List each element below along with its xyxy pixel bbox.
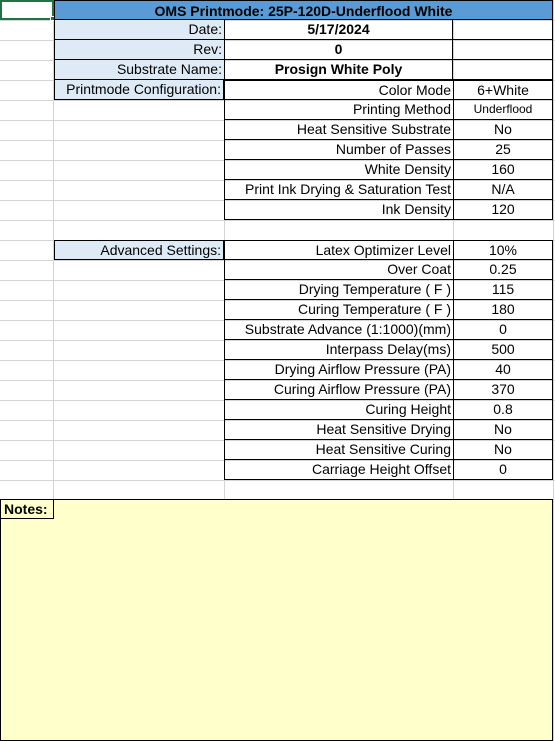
notes-label[interactable]: Notes: bbox=[0, 499, 54, 519]
setting-value[interactable]: 6+White bbox=[453, 80, 553, 100]
setting-label[interactable]: Interpass Delay(ms) bbox=[224, 340, 453, 360]
setting-value[interactable]: 0 bbox=[453, 320, 553, 340]
date-label[interactable]: Date: bbox=[54, 20, 224, 40]
substrate-label[interactable]: Substrate Name: bbox=[54, 60, 224, 80]
setting-value[interactable]: No bbox=[453, 420, 553, 440]
setting-label[interactable]: Curing Temperature ( F ) bbox=[224, 300, 453, 320]
setting-value[interactable]: No bbox=[453, 440, 553, 460]
setting-value[interactable]: 0.8 bbox=[453, 400, 553, 420]
setting-label[interactable]: Heat Sensitive Curing bbox=[224, 440, 453, 460]
rev-label[interactable]: Rev: bbox=[54, 40, 224, 60]
setting-label[interactable]: Drying Airflow Pressure (PA) bbox=[224, 360, 453, 380]
sheet-title[interactable]: OMS Printmode: 25P-120D-Underflood White bbox=[54, 0, 553, 20]
date-extra-cell[interactable] bbox=[453, 20, 553, 40]
setting-value[interactable]: 120 bbox=[453, 200, 553, 220]
setting-value[interactable]: 10% bbox=[453, 240, 553, 260]
setting-label[interactable]: Printing Method bbox=[224, 100, 453, 120]
setting-value[interactable]: 180 bbox=[453, 300, 553, 320]
setting-label[interactable]: Carriage Height Offset bbox=[224, 460, 453, 480]
substrate-extra-cell[interactable] bbox=[453, 60, 553, 80]
setting-label[interactable]: Color Mode bbox=[224, 80, 453, 100]
setting-value[interactable]: N/A bbox=[453, 180, 553, 200]
setting-label[interactable]: Curing Airflow Pressure (PA) bbox=[224, 380, 453, 400]
gridline bbox=[0, 480, 555, 481]
substrate-value[interactable]: Prosign White Poly bbox=[224, 60, 453, 80]
setting-value[interactable]: 160 bbox=[453, 160, 553, 180]
setting-value[interactable]: No bbox=[453, 120, 553, 140]
setting-value[interactable]: 0 bbox=[453, 460, 553, 480]
rev-extra-cell[interactable] bbox=[453, 40, 553, 60]
setting-value[interactable]: 370 bbox=[453, 380, 553, 400]
setting-label[interactable]: Print Ink Drying & Saturation Test bbox=[224, 180, 453, 200]
setting-value[interactable]: 115 bbox=[453, 280, 553, 300]
setting-label[interactable]: Latex Optimizer Level bbox=[224, 240, 453, 260]
setting-value[interactable]: Underflood bbox=[453, 100, 553, 120]
date-value[interactable]: 5/17/2024 bbox=[224, 20, 453, 40]
setting-label[interactable]: Heat Sensitive Drying bbox=[224, 420, 453, 440]
gridline bbox=[553, 0, 554, 741]
setting-value[interactable]: 25 bbox=[453, 140, 553, 160]
setting-label[interactable]: Substrate Advance (1:1000)(mm) bbox=[224, 320, 453, 340]
notes-area[interactable] bbox=[0, 499, 553, 741]
setting-label[interactable]: Over Coat bbox=[224, 260, 453, 280]
setting-value[interactable]: 40 bbox=[453, 360, 553, 380]
setting-label[interactable]: White Density bbox=[224, 160, 453, 180]
gridline bbox=[0, 220, 555, 221]
printmode-config-label[interactable]: Printmode Configuration: bbox=[54, 80, 224, 100]
setting-label[interactable]: Curing Height bbox=[224, 400, 453, 420]
rev-value[interactable]: 0 bbox=[224, 40, 453, 60]
setting-value[interactable]: 500 bbox=[453, 340, 553, 360]
advanced-settings-label[interactable]: Advanced Settings: bbox=[54, 240, 224, 260]
setting-value[interactable]: 0.25 bbox=[453, 260, 553, 280]
setting-label[interactable]: Ink Density bbox=[224, 200, 453, 220]
setting-label[interactable]: Heat Sensitive Substrate bbox=[224, 120, 453, 140]
setting-label[interactable]: Drying Temperature ( F ) bbox=[224, 280, 453, 300]
selected-cell-a1[interactable] bbox=[0, 0, 54, 20]
setting-label[interactable]: Number of Passes bbox=[224, 140, 453, 160]
